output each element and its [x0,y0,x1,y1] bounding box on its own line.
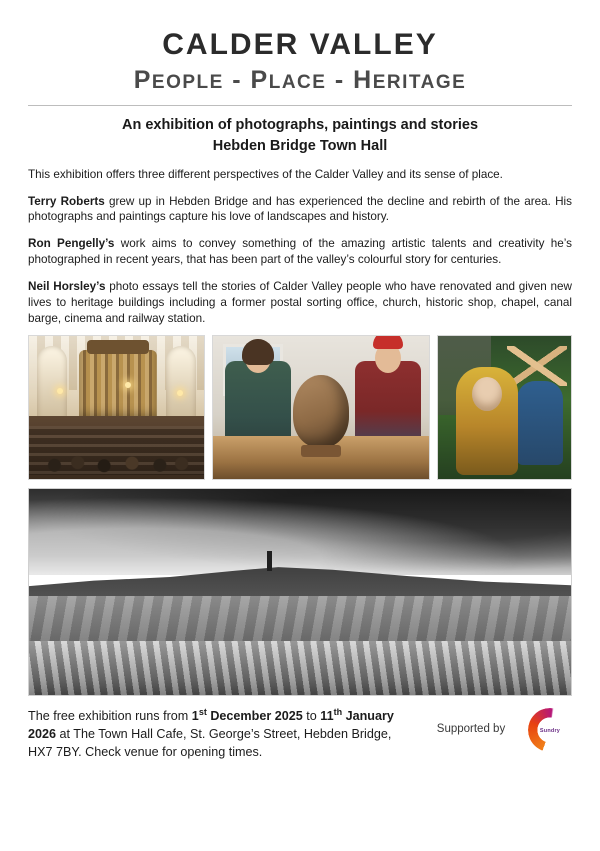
footer [28,706,572,762]
hilltop-tower [267,551,272,571]
exhibition-description: An exhibition of photographs, paintings and stories [121,116,479,133]
body-copy [28,167,572,327]
subtitle-heritage: ERITAGE [372,72,467,93]
artist-name-ron-pengelly: Ron Pengelly’s [28,237,115,251]
exhibition-details-text [28,706,410,762]
sponsor-logo-text: Sundry [539,727,561,734]
footer-between: to [302,709,321,724]
clay-sculpted-head [293,375,349,447]
pipe-organ [79,350,157,422]
carnival-performer-main [456,367,518,475]
start-date-suffix: st [198,706,207,717]
subtitle-p2: P [250,66,269,94]
paragraph-ron-pengelly [28,236,572,268]
chapel-interior-photo [28,335,205,480]
photo-row [28,335,572,480]
chapel-lamp-1 [57,388,63,394]
footer-address: at The Town Hall Cafe, St. George’s Street, Hebden Bridge, HX7 7BY. Check venue for opening times. [28,726,392,759]
header-divider [28,105,572,106]
supported-by-label: Supported by [436,723,506,736]
paragraph-terry-roberts-text: grew up in Hebden Bridge and has experienced the decline and rebirth of the area. His photographs and paintings capture his love of landscapes and history. [28,194,572,224]
carnival-performer-face [472,377,502,411]
red-hat [373,335,403,349]
carnival-performers-photo [437,335,572,480]
subtitle-place: LACE [268,72,327,93]
paragraph-neil-horsley-text: photo essays tell the stories of Calder Valley people who have renovated and given new lives to heritage buildings including a former postal sorting office, church, historic shop, chapel, canal barge, cinema and railway station. [28,280,572,325]
chapel-arch-right [166,346,196,424]
sponsor-logo-icon [528,708,572,752]
sculptors-with-clay-head-photo [212,335,430,480]
end-date-number: 11 [320,709,334,724]
calder-valley-landscape-photo [28,488,572,696]
carnival-performer-right [517,381,563,465]
subtitle-h: H [353,66,373,94]
footer-intro: The free exhibition runs from [28,709,192,724]
paragraph-terry-roberts [28,194,572,226]
start-date-rest: December 2025 [206,709,303,724]
paragraph-intro [28,167,572,183]
artist-name-neil-horsley: Neil Horsley’s [28,280,106,294]
landscape-foreground-field [29,641,571,695]
paragraph-ron-pengelly-text: work aims to convey something of the amazing artistic talents and creativity he’s photographed in recent years, that has been part of the valley’s colourful story for centuries. [28,237,572,267]
supported-by-block [422,706,572,752]
carnival-raised-arms [507,346,567,386]
chapel-lamp-2 [125,382,131,388]
paragraph-neil-horsley [28,279,572,327]
page-title: CALDER VALLEY [162,28,438,61]
sculptor-left-hair [242,339,274,365]
venue-name: Hebden Bridge Town Hall [212,138,388,155]
subtitle-sep1: - [223,66,251,94]
artist-name-terry-roberts: Terry Roberts [28,194,105,208]
paragraph-intro-text: This exhibition offers three different perspectives of the Calder Valley and its sense of place. [28,167,503,181]
end-date-rest: January 2026 [28,709,394,741]
end-date-suffix: th [333,706,343,717]
chapel-lamp-3 [177,390,183,396]
page-subtitle [28,67,572,95]
subtitle-p1: P [133,66,152,94]
chapel-audience [39,447,194,473]
subtitle-sep2: - [326,66,354,94]
landscape-sky [29,489,571,576]
subtitle-people: EOPLE [151,72,224,93]
chapel-arch-left [37,346,67,424]
start-date-number: 1 [191,709,199,724]
